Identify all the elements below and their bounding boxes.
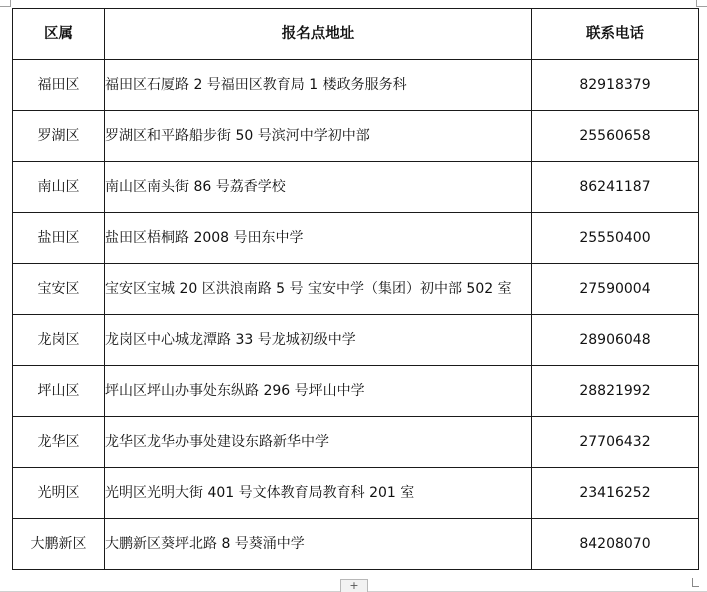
cell-district[interactable]: 罗湖区 [13, 111, 105, 162]
cell-district[interactable]: 光明区 [13, 468, 105, 519]
cell-address[interactable]: 龙岗区中心城龙潭路 33 号龙城初级中学 [105, 315, 532, 366]
table-row [13, 111, 699, 162]
cell-address[interactable]: 龙华区龙华办事处建设东路新华中学 [105, 417, 532, 468]
page-corner-mark-right [696, 0, 707, 7]
cell-phone[interactable]: 84208070 [532, 519, 699, 570]
table-row [13, 417, 699, 468]
cell-phone[interactable]: 82918379 [532, 60, 699, 111]
cell-address[interactable]: 宝安区宝城 20 区洪浪南路 5 号 宝安中学（集团）初中部 502 室 [105, 264, 532, 315]
cell-address[interactable]: 坪山区坪山办事处东纵路 296 号坪山中学 [105, 366, 532, 417]
table-row [13, 162, 699, 213]
cell-phone[interactable]: 28821992 [532, 366, 699, 417]
table-header-row [13, 9, 699, 60]
cell-phone[interactable]: 27590004 [532, 264, 699, 315]
cell-address[interactable]: 大鹏新区葵坪北路 8 号葵涌中学 [105, 519, 532, 570]
table-bottom-bar [0, 578, 707, 592]
cell-phone[interactable]: 25560658 [532, 111, 699, 162]
cell-address[interactable]: 南山区南头街 86 号荔香学校 [105, 162, 532, 213]
cell-phone[interactable]: 23416252 [532, 468, 699, 519]
cell-address[interactable]: 福田区石厦路 2 号福田区教育局 1 楼政务服务科 [105, 60, 532, 111]
cell-district[interactable]: 盐田区 [13, 213, 105, 264]
table-row [13, 264, 699, 315]
cell-district[interactable]: 宝安区 [13, 264, 105, 315]
cell-district[interactable]: 大鹏新区 [13, 519, 105, 570]
cell-phone[interactable]: 86241187 [532, 162, 699, 213]
page-corner-mark-left [0, 0, 11, 7]
table-row [13, 60, 699, 111]
table-row [13, 213, 699, 264]
header-phone: 联系电话 [532, 9, 699, 60]
plus-icon: + [349, 579, 359, 592]
header-district: 区属 [13, 9, 105, 60]
add-row-button[interactable] [340, 579, 368, 592]
table-row [13, 366, 699, 417]
cell-district[interactable]: 南山区 [13, 162, 105, 213]
cell-phone[interactable]: 28906048 [532, 315, 699, 366]
resize-handle-icon[interactable] [692, 578, 699, 587]
cell-district[interactable]: 福田区 [13, 60, 105, 111]
table-row [13, 468, 699, 519]
cell-phone[interactable]: 27706432 [532, 417, 699, 468]
table-row [13, 519, 699, 570]
cell-address[interactable]: 罗湖区和平路船步街 50 号滨河中学初中部 [105, 111, 532, 162]
table-row [13, 315, 699, 366]
cell-phone[interactable]: 25550400 [532, 213, 699, 264]
cell-district[interactable]: 龙岗区 [13, 315, 105, 366]
cell-address[interactable]: 盐田区梧桐路 2008 号田东中学 [105, 213, 532, 264]
cell-district[interactable]: 龙华区 [13, 417, 105, 468]
cell-district[interactable]: 坪山区 [13, 366, 105, 417]
registration-table [12, 8, 699, 570]
header-address: 报名点地址 [105, 9, 532, 60]
cell-address[interactable]: 光明区光明大街 401 号文体教育局教育科 201 室 [105, 468, 532, 519]
